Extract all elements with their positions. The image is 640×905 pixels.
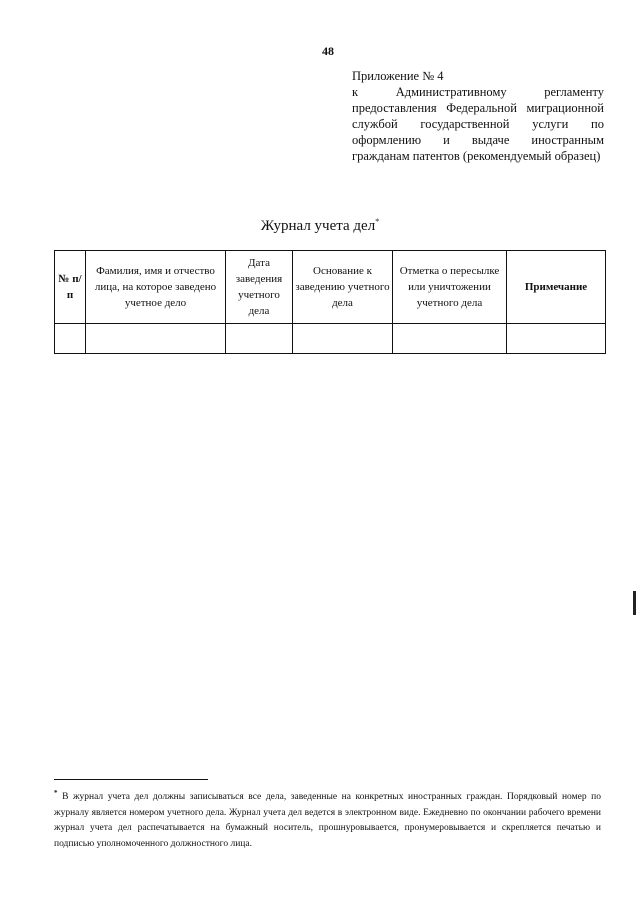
page-number: 48 [322,44,334,58]
column-header-forward-destroy: Отметка о пересылке или уничтожении учетного дела [393,251,507,324]
journal-title-footnote-mark: * [375,217,380,226]
table-cell [393,324,507,354]
table-cell [86,324,226,354]
table-cell [226,324,293,354]
journal-title-text: Журнал учета дел [260,218,376,234]
column-header-date: Дата заведения учетного дела [226,251,293,324]
column-header-full-name: Фамилия, имя и отчество лица, на которое заведено учетное дело [86,251,226,324]
column-header-number: № п/п [55,251,86,324]
footnote-text: В журнал учета дел должны записываться все дела, заведенные на конкретных иностранных граждан. Порядковый номер по журналу является номером учетного дела. Журнал учета дел ведется в электронном виде. Ежедневно по окончании рабочего времени журнал учета дел распечатывается на бумажный носитель, прошнуровывается, пронумеровывается и скрепляется печатью и подписью уполномоченного должностного лица. [54,792,601,849]
footnote-divider [54,779,208,780]
footnote [54,786,601,852]
journal-table [54,250,606,354]
footnote-mark: * [54,789,58,797]
table-cell [55,324,86,354]
table-cell [507,324,606,354]
scan-edge-mark [633,591,636,615]
annex-title: Приложение № 4 [352,69,444,83]
annex-text: к Административному регламенту предоставления Федеральной миграционной службой государственной услуги по оформлению и выдаче иностранным гражданам патентов (рекомендуемый образец) [352,85,604,163]
journal-title [0,217,640,235]
annex-block [352,68,604,164]
journal-header-row [55,251,606,324]
table-row [55,324,606,354]
column-header-basis: Основание к заведению учетного дела [293,251,393,324]
column-header-note: Примечание [507,251,606,324]
table-cell [293,324,393,354]
